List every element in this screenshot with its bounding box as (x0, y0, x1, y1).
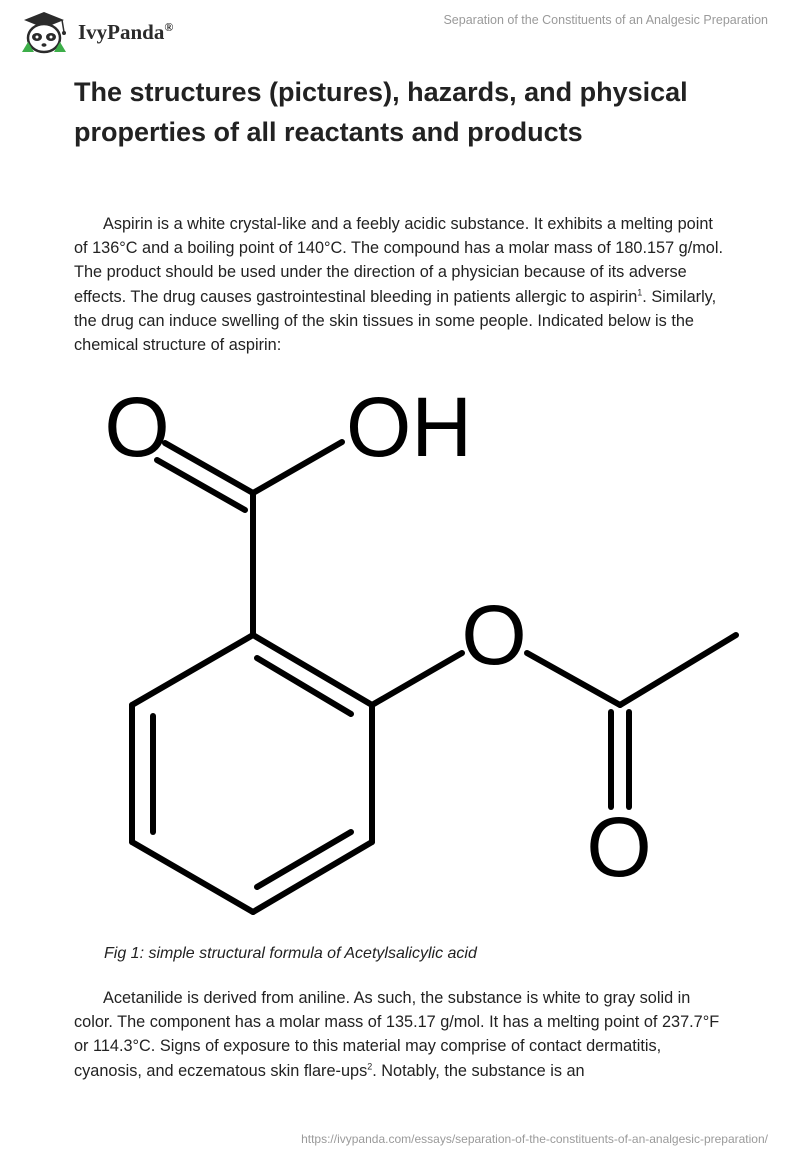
panda-logo-icon[interactable] (14, 8, 74, 58)
brand-text: IvyPanda (78, 20, 165, 44)
atom-oh: OH (346, 380, 472, 474)
footer-url-link[interactable]: https://ivypanda.com/essays/separation-of-the-constituents-of-an-analgesic-preparation/ (301, 1132, 768, 1146)
paragraph-text: Aspirin is a white crystal-like and a feebly acidic substance. It exhibits a melting point of 136°C and a boiling point of 140°C. The compound has a molar mass of 180.157 g/mol. The product should be used under the direction of a physician because of its adverse effects. The drug causes gastrointestinal bleeding in patients allergic to aspirin (74, 215, 723, 306)
brand-name[interactable] (78, 20, 173, 45)
footnote-ref[interactable]: 1 (637, 287, 643, 298)
paragraph-acetanilide (74, 986, 724, 1083)
registered-mark: ® (164, 20, 174, 34)
figure-caption: Fig 1: simple structural formula of Acetylsalicylic acid (104, 945, 477, 962)
footnote-ref[interactable]: 2 (367, 1061, 373, 1072)
atom-o-top: O (104, 380, 170, 474)
paragraph-text: Acetanilide is derived from aniline. As such, the substance is white to gray solid in color. The component has a molar mass of 135.17 g/mol. It has a melting point of 237.7°F or 114.3°C. Signs of exposure to this material may comprise of contact dermatitis, cyanosis, and eczematous skin flare-ups (74, 989, 720, 1080)
paragraph-aspirin (74, 212, 724, 357)
paragraph-text: . Similarly, the drug can induce swelling of the skin tissues in some people. Indicated below is the chemical structure of aspirin: (74, 287, 717, 355)
atom-o-ester: O (461, 588, 527, 682)
aspirin-structure-figure (90, 380, 750, 930)
paragraph-text: . Notably, the substance is an (372, 1061, 585, 1080)
page-header (0, 0, 800, 62)
section-heading: The structures (pictures), hazards, and physical properties of all reactants and products (74, 77, 688, 147)
atom-o-bottom: O (586, 800, 652, 894)
document-title: Separation of the Constituents of an Analgesic Preparation (443, 13, 768, 27)
